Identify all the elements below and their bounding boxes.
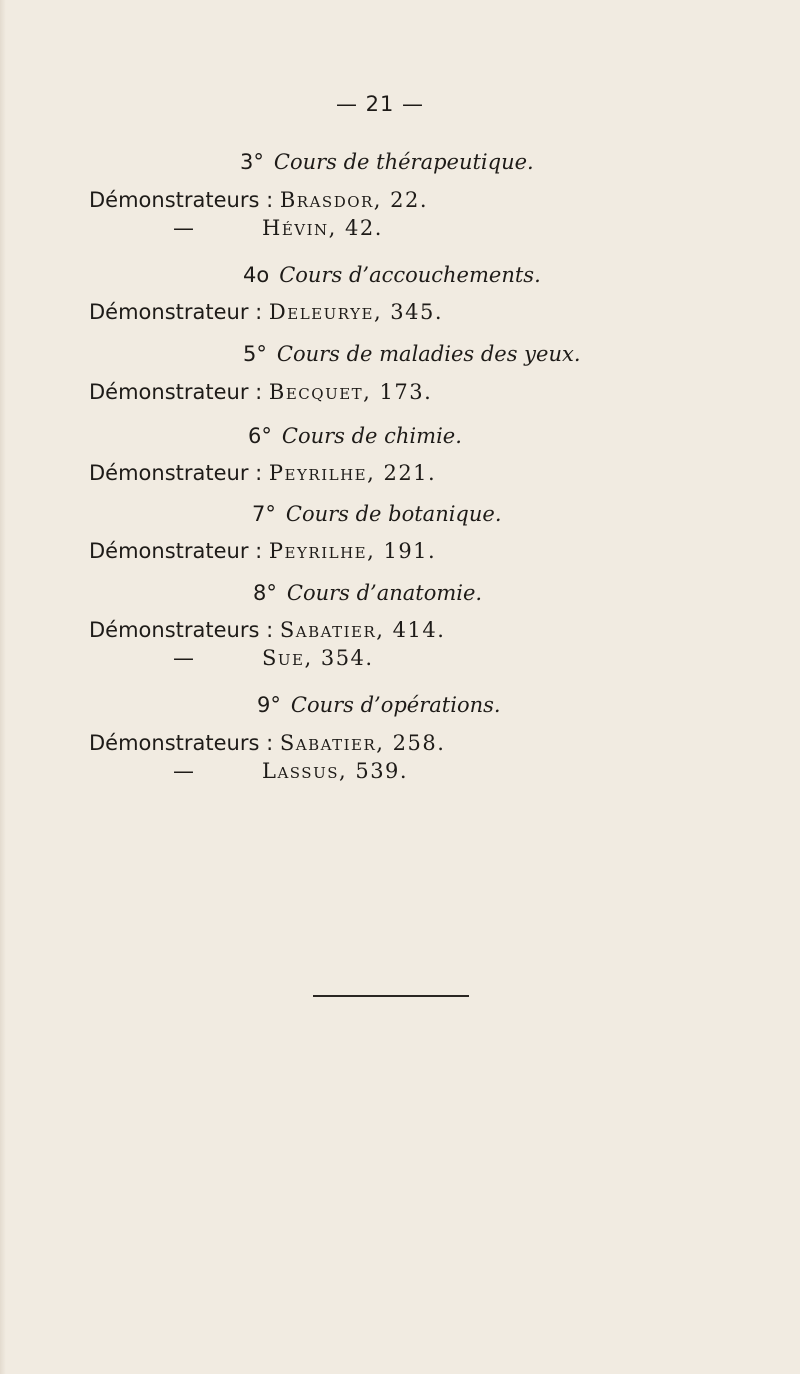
demonstrator-label: Démonstrateurs : bbox=[89, 731, 274, 755]
section-title: Cours d’anatomie. bbox=[286, 581, 483, 605]
section-number: 3° bbox=[240, 150, 264, 174]
page-number: — 21 — bbox=[335, 92, 425, 116]
section-title: Cours de botanique. bbox=[285, 502, 502, 526]
demonstrator-name: Peyrilhe, 221. bbox=[268, 461, 437, 485]
section-title: Cours d’accouchements. bbox=[279, 263, 541, 287]
demonstrator-name: Lassus, 539. bbox=[262, 759, 409, 783]
ditto-dash: — bbox=[173, 646, 194, 670]
demonstrator-label: Démonstrateur : bbox=[89, 461, 263, 485]
section-number: 8° bbox=[253, 581, 277, 605]
section-number: 5° bbox=[243, 342, 267, 366]
demonstrator-label: Démonstrateur : bbox=[89, 380, 263, 404]
demonstrator-line-7 bbox=[89, 539, 436, 563]
end-rule bbox=[313, 995, 469, 997]
demonstrator-name: Sabatier, 258. bbox=[279, 731, 446, 755]
section-heading-6 bbox=[248, 424, 462, 448]
ditto-dash: — bbox=[173, 759, 194, 783]
section-number: 4o bbox=[243, 263, 270, 287]
section-title: Cours de thérapeutique. bbox=[273, 150, 534, 174]
section-heading-9 bbox=[257, 693, 501, 717]
demonstrator-line-4 bbox=[89, 300, 443, 324]
section-title: Cours de chimie. bbox=[281, 424, 462, 448]
section-number: 7° bbox=[252, 502, 276, 526]
demonstrator-line-6 bbox=[89, 461, 436, 485]
demonstrator-label: Démonstrateurs : bbox=[89, 188, 274, 212]
demonstrator-name: Peyrilhe, 191. bbox=[268, 539, 437, 563]
demonstrator-line-9 bbox=[89, 731, 445, 755]
demonstrator-name: Hévin, 42. bbox=[262, 216, 383, 240]
section-number: 9° bbox=[257, 693, 281, 717]
section-heading-7 bbox=[252, 502, 502, 526]
demonstrator-name: Deleurye, 345. bbox=[268, 300, 444, 324]
demonstrator-line-8 bbox=[89, 618, 445, 642]
section-heading-5 bbox=[243, 342, 581, 366]
section-number: 6° bbox=[248, 424, 272, 448]
page-edge bbox=[0, 0, 6, 1374]
section-heading-4 bbox=[243, 263, 541, 287]
ditto-dash: — bbox=[173, 216, 194, 240]
demonstrator-line-3 bbox=[89, 188, 428, 212]
section-title: Cours d’opérations. bbox=[290, 693, 501, 717]
demonstrator-label: Démonstrateurs : bbox=[89, 618, 274, 642]
section-title: Cours de maladies des yeux. bbox=[276, 342, 581, 366]
demonstrator-label: Démonstrateur : bbox=[89, 300, 263, 324]
demonstrator-name: Sue, 354. bbox=[262, 646, 374, 670]
demonstrator-label: Démonstrateur : bbox=[89, 539, 263, 563]
demonstrator-line-5 bbox=[89, 380, 432, 404]
demonstrator-name: Becquet, 173. bbox=[268, 380, 433, 404]
section-heading-3 bbox=[240, 150, 534, 174]
demonstrator-name: Sabatier, 414. bbox=[279, 618, 446, 642]
demonstrator-name: Brasdor, 22. bbox=[279, 188, 429, 212]
section-heading-8 bbox=[253, 581, 482, 605]
